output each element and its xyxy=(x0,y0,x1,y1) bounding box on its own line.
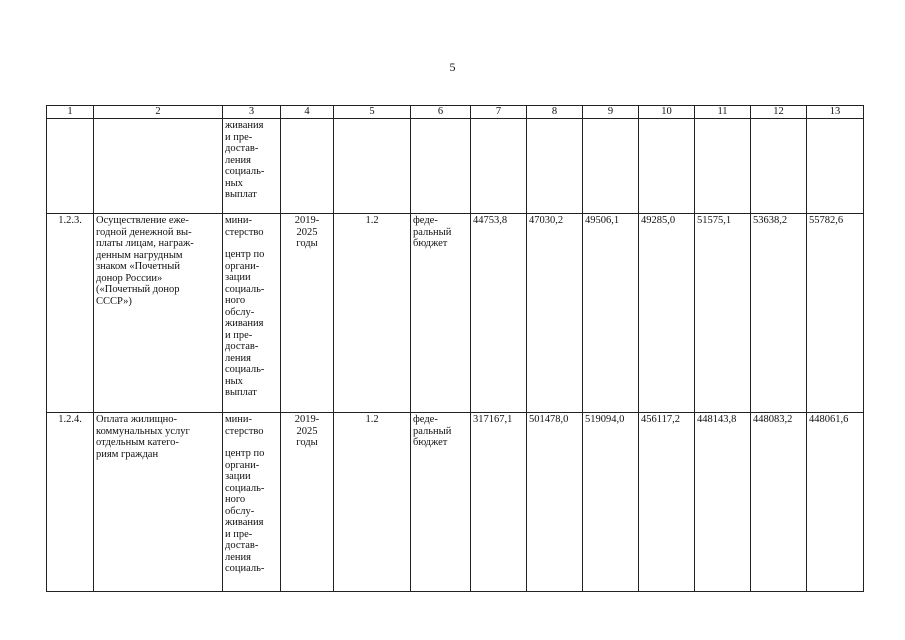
row-id: 1.2.3. xyxy=(47,214,94,413)
row-value: 49506,1 xyxy=(583,214,639,413)
executor-secondary: центр по органи- зации социаль- ного обслу- живания и пре- достав- ления социаль- xyxy=(225,448,265,574)
row-value: 456117,2 xyxy=(639,413,695,592)
row-name xyxy=(94,119,223,214)
row-value: 448143,8 xyxy=(695,413,751,592)
column-header: 7 xyxy=(471,106,527,119)
row-value xyxy=(639,119,695,214)
row-value: 44753,8 xyxy=(471,214,527,413)
table-row xyxy=(47,413,864,592)
row-value: 519094,0 xyxy=(583,413,639,592)
table-header-row xyxy=(47,106,864,119)
column-header: 6 xyxy=(411,106,471,119)
column-header: 9 xyxy=(583,106,639,119)
row-value xyxy=(583,119,639,214)
row-value: 49285,0 xyxy=(639,214,695,413)
column-header: 12 xyxy=(751,106,807,119)
column-header: 4 xyxy=(281,106,334,119)
row-value: 47030,2 xyxy=(527,214,583,413)
table-row xyxy=(47,214,864,413)
row-value: 55782,6 xyxy=(807,214,864,413)
row-value xyxy=(751,119,807,214)
row-source xyxy=(411,119,471,214)
row-name: Оплата жилищно- коммунальных услуг отдельным катего- риям граждан xyxy=(94,413,223,592)
executor-primary: мини- стерство xyxy=(225,215,264,238)
row-executor xyxy=(223,413,281,592)
page-number: 5 xyxy=(449,60,456,74)
row-period xyxy=(281,119,334,214)
row-value: 53638,2 xyxy=(751,214,807,413)
column-header: 13 xyxy=(807,106,864,119)
column-header: 3 xyxy=(223,106,281,119)
row-value xyxy=(807,119,864,214)
row-period: 2019- 2025 годы xyxy=(281,413,334,592)
row-id: 1.2.4. xyxy=(47,413,94,592)
column-header: 8 xyxy=(527,106,583,119)
row-name: Осуществление еже- годной денежной вы- платы лицам, нагpаж- денным нагрудным знаком «Почетный донор России» («Почетный донор СССР») xyxy=(94,214,223,413)
row-value xyxy=(471,119,527,214)
row-indicator: 1.2 xyxy=(334,214,411,413)
table-row xyxy=(47,119,864,214)
column-header: 10 xyxy=(639,106,695,119)
row-value: 448061,6 xyxy=(807,413,864,592)
row-indicator xyxy=(334,119,411,214)
row-value: 317167,1 xyxy=(471,413,527,592)
row-source: феде- ральный бюджет xyxy=(411,214,471,413)
executor-secondary: живания и пре- достав- ления социаль- ных выплат xyxy=(225,120,265,200)
column-header: 2 xyxy=(94,106,223,119)
row-value xyxy=(527,119,583,214)
column-header: 1 xyxy=(47,106,94,119)
row-id xyxy=(47,119,94,214)
row-value xyxy=(695,119,751,214)
budget-table xyxy=(46,105,864,592)
column-header: 5 xyxy=(334,106,411,119)
executor-secondary: центр по органи- зации социаль- ного обслу- живания и пре- достав- ления социаль- ных выплат xyxy=(225,249,265,398)
row-source: феде- ральный бюджет xyxy=(411,413,471,592)
row-executor xyxy=(223,119,281,214)
row-indicator: 1.2 xyxy=(334,413,411,592)
executor-primary: мини- стерство xyxy=(225,414,264,437)
row-period: 2019- 2025 годы xyxy=(281,214,334,413)
row-executor xyxy=(223,214,281,413)
row-value: 51575,1 xyxy=(695,214,751,413)
row-value: 448083,2 xyxy=(751,413,807,592)
row-value: 501478,0 xyxy=(527,413,583,592)
column-header: 11 xyxy=(695,106,751,119)
